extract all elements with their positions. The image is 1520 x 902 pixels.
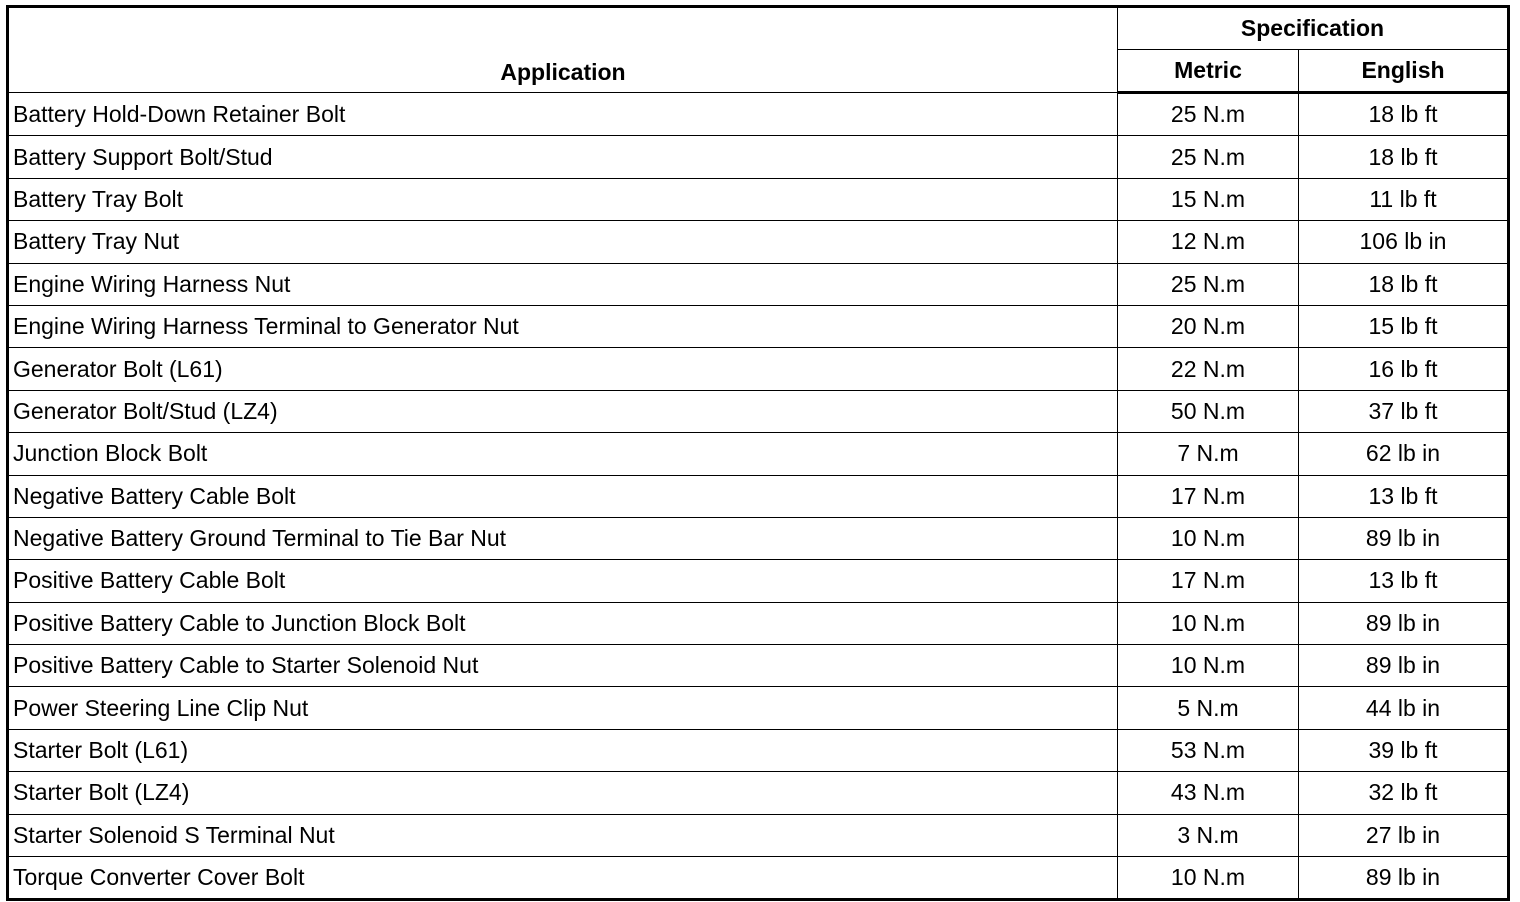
english-value-cell: 27 lb in xyxy=(1299,814,1509,856)
metric-value-cell: 10 N.m xyxy=(1118,517,1299,559)
application-cell: Engine Wiring Harness Nut xyxy=(8,263,1118,305)
table-body xyxy=(8,93,1509,900)
table-row xyxy=(8,602,1509,644)
english-value-cell: 18 lb ft xyxy=(1299,136,1509,178)
table-row xyxy=(8,772,1509,814)
application-cell: Generator Bolt (L61) xyxy=(8,348,1118,390)
table-row xyxy=(8,221,1509,263)
table-row xyxy=(8,305,1509,347)
english-value-cell: 89 lb in xyxy=(1299,517,1509,559)
metric-value-cell: 25 N.m xyxy=(1118,136,1299,178)
english-value-cell: 39 lb ft xyxy=(1299,729,1509,771)
table-row xyxy=(8,729,1509,771)
application-cell: Engine Wiring Harness Terminal to Generator Nut xyxy=(8,305,1118,347)
header-row-top xyxy=(8,7,1509,50)
table-row xyxy=(8,136,1509,178)
table-row xyxy=(8,348,1509,390)
english-value-cell: 89 lb in xyxy=(1299,645,1509,687)
table-row xyxy=(8,178,1509,220)
table-header xyxy=(8,7,1509,93)
metric-value-cell: 43 N.m xyxy=(1118,772,1299,814)
application-column-header: Application xyxy=(8,7,1118,93)
english-value-cell: 18 lb ft xyxy=(1299,93,1509,136)
english-value-cell: 44 lb in xyxy=(1299,687,1509,729)
metric-value-cell: 10 N.m xyxy=(1118,645,1299,687)
table-row xyxy=(8,645,1509,687)
metric-value-cell: 25 N.m xyxy=(1118,93,1299,136)
english-value-cell: 37 lb ft xyxy=(1299,390,1509,432)
english-value-cell: 15 lb ft xyxy=(1299,305,1509,347)
application-cell: Positive Battery Cable to Junction Block Bolt xyxy=(8,602,1118,644)
application-cell: Generator Bolt/Stud (LZ4) xyxy=(8,390,1118,432)
english-value-cell: 62 lb in xyxy=(1299,433,1509,475)
application-cell: Negative Battery Ground Terminal to Tie Bar Nut xyxy=(8,517,1118,559)
specification-group-header: Specification xyxy=(1118,7,1509,50)
english-value-cell: 32 lb ft xyxy=(1299,772,1509,814)
metric-value-cell: 50 N.m xyxy=(1118,390,1299,432)
metric-value-cell: 10 N.m xyxy=(1118,857,1299,900)
english-value-cell: 13 lb ft xyxy=(1299,475,1509,517)
application-cell: Battery Tray Bolt xyxy=(8,178,1118,220)
english-value-cell: 11 lb ft xyxy=(1299,178,1509,220)
english-value-cell: 16 lb ft xyxy=(1299,348,1509,390)
application-cell: Power Steering Line Clip Nut xyxy=(8,687,1118,729)
application-cell: Battery Hold-Down Retainer Bolt xyxy=(8,93,1118,136)
metric-column-header: Metric xyxy=(1118,50,1299,93)
metric-value-cell: 5 N.m xyxy=(1118,687,1299,729)
metric-value-cell: 53 N.m xyxy=(1118,729,1299,771)
table-row xyxy=(8,263,1509,305)
fastener-torque-specification-table xyxy=(6,5,1510,901)
metric-value-cell: 22 N.m xyxy=(1118,348,1299,390)
english-column-header: English xyxy=(1299,50,1509,93)
table-row xyxy=(8,390,1509,432)
application-cell: Starter Bolt (LZ4) xyxy=(8,772,1118,814)
application-cell: Positive Battery Cable to Starter Solenoid Nut xyxy=(8,645,1118,687)
application-cell: Starter Solenoid S Terminal Nut xyxy=(8,814,1118,856)
table-row xyxy=(8,857,1509,900)
application-cell: Torque Converter Cover Bolt xyxy=(8,857,1118,900)
metric-value-cell: 25 N.m xyxy=(1118,263,1299,305)
metric-value-cell: 3 N.m xyxy=(1118,814,1299,856)
english-value-cell: 18 lb ft xyxy=(1299,263,1509,305)
application-cell: Starter Bolt (L61) xyxy=(8,729,1118,771)
english-value-cell: 89 lb in xyxy=(1299,602,1509,644)
application-cell: Battery Tray Nut xyxy=(8,221,1118,263)
english-value-cell: 89 lb in xyxy=(1299,857,1509,900)
metric-value-cell: 20 N.m xyxy=(1118,305,1299,347)
table-row xyxy=(8,560,1509,602)
table-row xyxy=(8,814,1509,856)
english-value-cell: 13 lb ft xyxy=(1299,560,1509,602)
metric-value-cell: 10 N.m xyxy=(1118,602,1299,644)
english-value-cell: 106 lb in xyxy=(1299,221,1509,263)
metric-value-cell: 17 N.m xyxy=(1118,560,1299,602)
metric-value-cell: 17 N.m xyxy=(1118,475,1299,517)
application-cell: Battery Support Bolt/Stud xyxy=(8,136,1118,178)
table-row xyxy=(8,517,1509,559)
table-row xyxy=(8,687,1509,729)
application-cell: Positive Battery Cable Bolt xyxy=(8,560,1118,602)
metric-value-cell: 7 N.m xyxy=(1118,433,1299,475)
metric-value-cell: 15 N.m xyxy=(1118,178,1299,220)
application-cell: Junction Block Bolt xyxy=(8,433,1118,475)
table-row xyxy=(8,93,1509,136)
metric-value-cell: 12 N.m xyxy=(1118,221,1299,263)
table-row xyxy=(8,433,1509,475)
application-cell: Negative Battery Cable Bolt xyxy=(8,475,1118,517)
table-row xyxy=(8,475,1509,517)
